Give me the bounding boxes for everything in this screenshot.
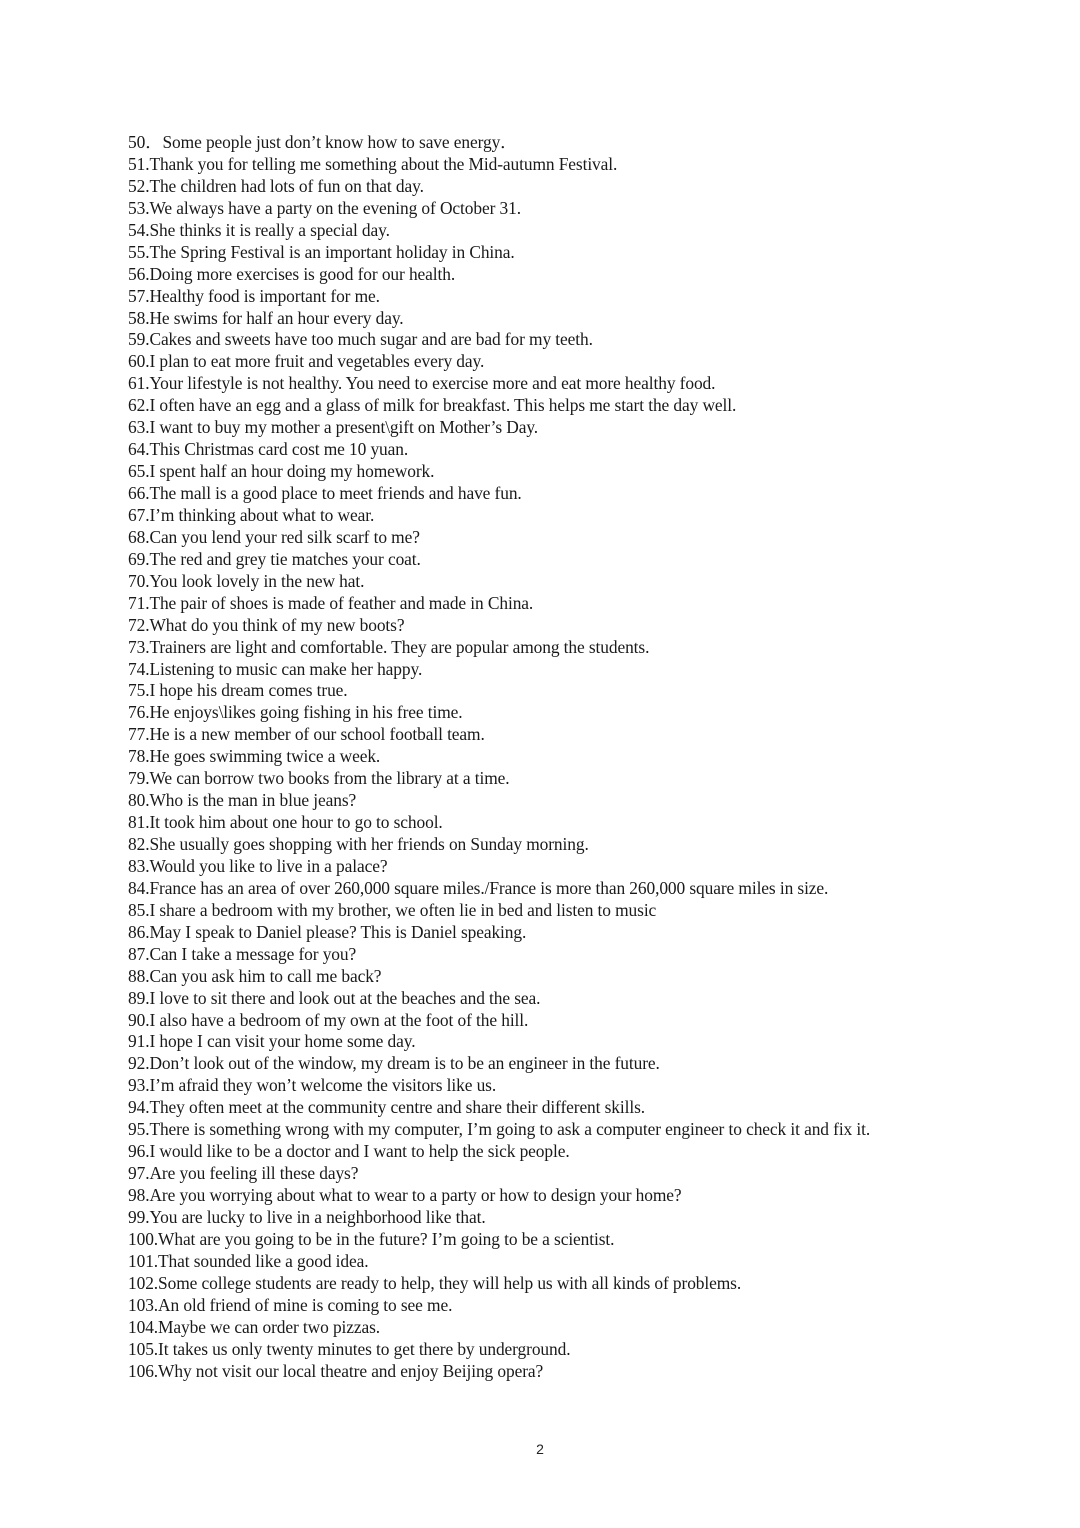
sentence-line: 60.I plan to eat more fruit and vegetables every day. — [128, 351, 485, 372]
sentence-line: 68.Can you lend your red silk scarf to me? — [128, 526, 420, 547]
sentence-line: 57.Healthy food is important for me. — [128, 285, 380, 306]
sentence-line: 69.The red and grey tie matches your coat. — [128, 548, 421, 569]
sentence-line: 71.The pair of shoes is made of feather and made in China. — [128, 592, 534, 613]
sentence-line: 90.I also have a bedroom of my own at the foot of the hill. — [128, 1009, 529, 1030]
sentence-line: 66.The mall is a good place to meet friends and have fun. — [128, 483, 522, 503]
sentence-line: 105.It takes us only twenty minutes to get there by underground. — [128, 1338, 571, 1359]
sentence-line: 65.I spent half an hour doing my homework. — [128, 461, 435, 482]
sentence-line: 53.We always have a party on the evening of October 31. — [128, 197, 521, 218]
sentence-line: 56.Doing more exercises is good for our health. — [128, 263, 456, 284]
sentence-line: 92.Don’t look out of the window, my dream is to be an engineer in the future. — [128, 1053, 660, 1074]
sentence-line: 99.You are lucky to live in a neighborhood like that. — [128, 1206, 486, 1227]
sentence-line: 106.Why not visit our local theatre and enjoy Beijing opera? — [128, 1360, 544, 1381]
sentence-line: 79.We can borrow two books from the library at a time. — [128, 768, 510, 789]
sentence-line: 52.The children had lots of fun on that day. — [128, 175, 424, 196]
sentence-line: 73.Trainers are light and comfortable. They are popular among the students. — [128, 636, 650, 657]
sentence-line: 75.I hope his dream comes true. — [128, 680, 348, 701]
sentence-line: 67.I’m thinking about what to wear. — [128, 504, 375, 525]
sentence-line: 80.Who is the man in blue jeans? — [128, 790, 357, 811]
sentence-line: 98.Are you worrying about what to wear to a party or how to design your home? — [128, 1185, 682, 1205]
sentence-line: 96.I would like to be a doctor and I want to help the sick people. — [128, 1141, 570, 1162]
sentence-line: 77.He is a new member of our school football team. — [128, 724, 485, 745]
sentence-line: 101.That sounded like a good idea. — [128, 1250, 369, 1271]
sentence-line: 64.This Christmas card cost me 10 yuan. — [128, 439, 409, 460]
sentence-line: 97.Are you feeling ill these days? — [128, 1163, 359, 1184]
sentence-line: 63.I want to buy my mother a present\gift on Mother’s Day. — [128, 417, 539, 438]
sentence-line: 95.There is something wrong with my computer, I’m going to ask a computer engineer to check it and fix it. — [128, 1119, 871, 1140]
sentence-line: 94.They often meet at the community centre and share their different skills. — [128, 1097, 646, 1118]
sentence-line: 54.She thinks it is really a special day. — [128, 219, 390, 240]
sentence-line: 55.The Spring Festival is an important holiday in China. — [128, 241, 515, 262]
sentence-line: 104.Maybe we can order two pizzas. — [128, 1316, 381, 1337]
sentence-line: 103.An old friend of mine is coming to see me. — [128, 1294, 453, 1315]
sentence-line: 85.I share a bedroom with my brother, we often lie in bed and listen to music — [128, 899, 657, 920]
sentence-line: 78.He goes swimming twice a week. — [128, 746, 381, 767]
sentence-line: 58.He swims for half an hour every day. — [128, 307, 404, 328]
sentence-list — [128, 132, 1028, 1382]
sentence-line: 83.Would you like to live in a palace? — [128, 855, 388, 876]
sentence-line: 50．Some people just don’t know how to save energy． — [128, 132, 518, 152]
sentence-line: 61.Your lifestyle is not healthy. You need to exercise more and eat more healthy food. — [128, 373, 716, 394]
sentence-line: 51.Thank you for telling me something about the Mid-autumn Festival. — [128, 153, 618, 174]
sentence-line: 76.He enjoys\likes going fishing in his free time. — [128, 702, 463, 723]
sentence-line: 82.She usually goes shopping with her friends on Sunday morning. — [128, 834, 589, 854]
sentence-line: 84.France has an area of over 260,000 square miles./France is more than 260,000 square miles in size. — [128, 877, 829, 898]
sentence-line: 70.You look lovely in the new hat. — [128, 570, 365, 591]
sentence-line: 59.Cakes and sweets have too much sugar and are bad for my teeth. — [128, 329, 593, 350]
page-number: 2 — [536, 1441, 544, 1457]
sentence-line: 86.May I speak to Daniel please? This is Daniel speaking. — [128, 921, 527, 942]
sentence-line: 88.Can you ask him to call me back? — [128, 965, 382, 986]
sentence-line: 91.I hope I can visit your home some day. — [128, 1031, 416, 1052]
sentence-line: 72.What do you think of my new boots? — [128, 614, 405, 635]
sentence-line: 89.I love to sit there and look out at the beaches and the sea. — [128, 987, 541, 1008]
sentence-line: 62.I often have an egg and a glass of milk for breakfast. This helps me start the day well. — [128, 395, 737, 416]
sentence-line: 87.Can I take a message for you? — [128, 943, 357, 964]
sentence-line: 93.I’m afraid they won’t welcome the visitors like us. — [128, 1075, 497, 1096]
sentence-line: 81.It took him about one hour to go to school. — [128, 812, 443, 833]
sentence-line: 74.Listening to music can make her happy. — [128, 658, 423, 679]
sentence-line: 100.What are you going to be in the future? I’m going to be a scientist. — [128, 1228, 615, 1249]
sentence-line: 102.Some college students are ready to help, they will help us with all kinds of problems. — [128, 1272, 742, 1293]
